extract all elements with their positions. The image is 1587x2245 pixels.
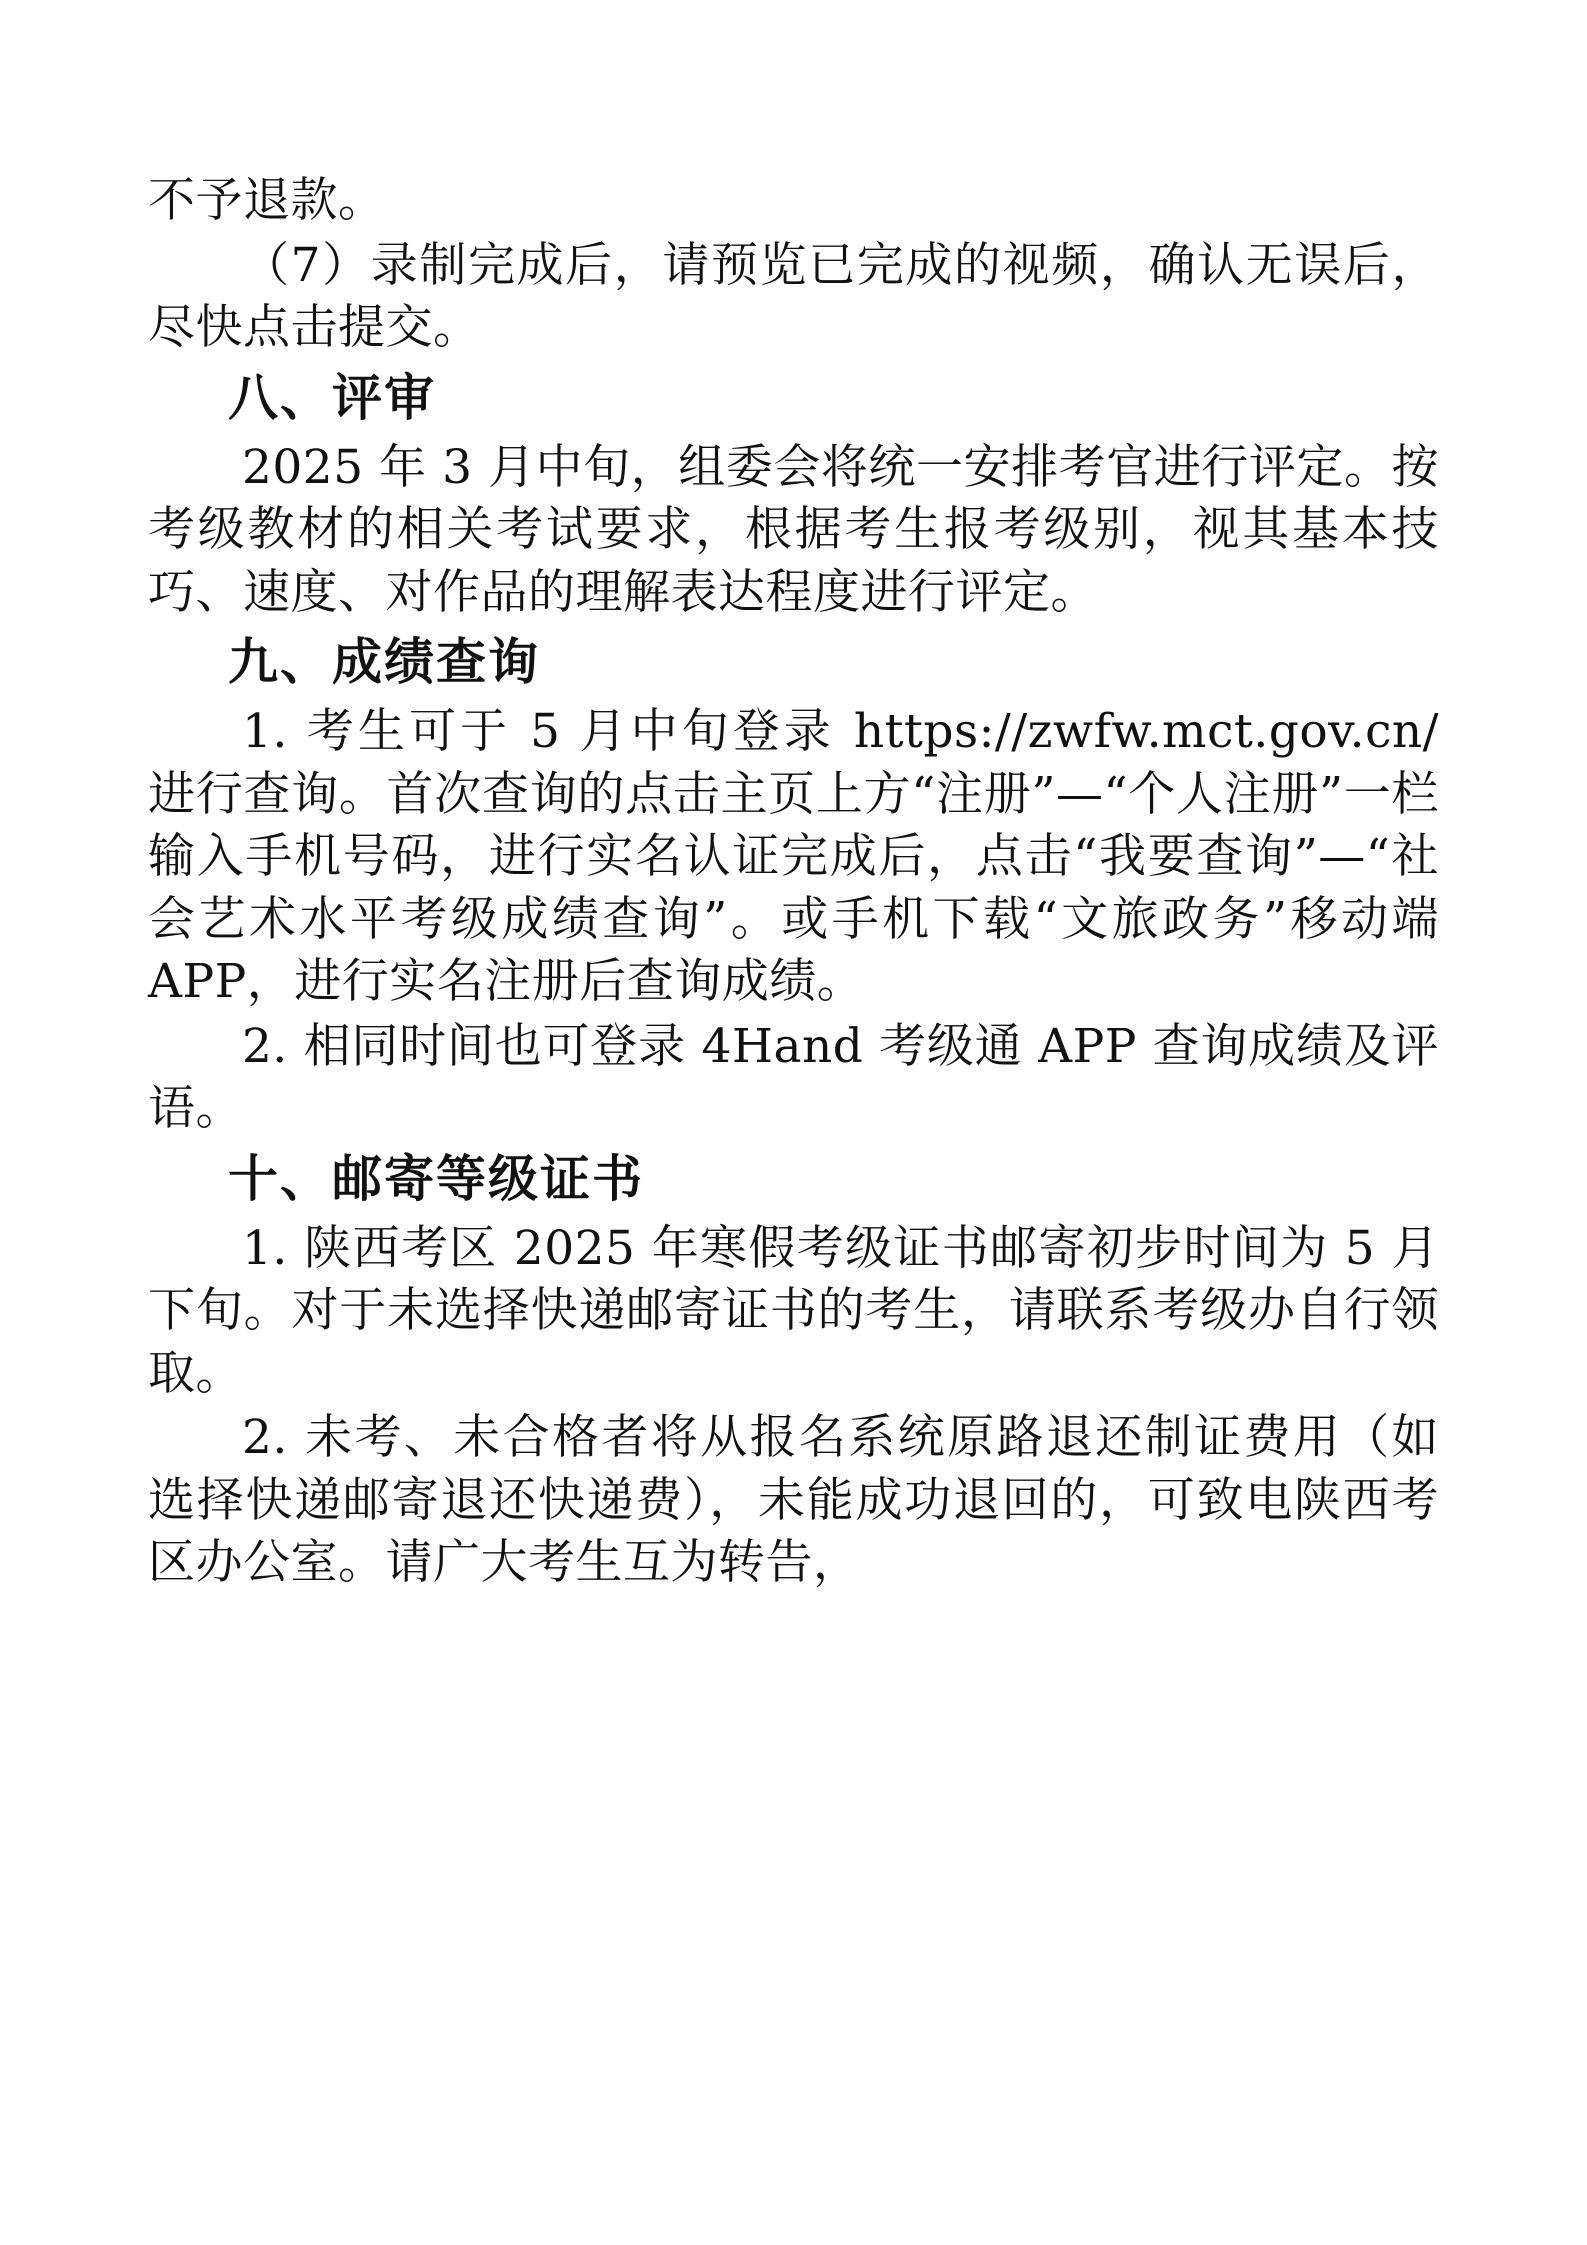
paragraph-mailing-item-2: 2. 未考、未合格者将从报名系统原路退还制证费用（如选择快递邮寄退还快递费），未能成功退回的，可致电陕西考区办公室。请广大考生互为转告， [148,1410,1439,1590]
document-body [148,170,1439,1595]
section-heading-eight-review: 八、评审 [228,368,436,427]
paragraph-refund-notice: 不予退款。 [148,173,386,228]
paragraph-score-query-item-2: 2. 相同时间也可登录 4Hand 考级通 APP 查询成绩及评语。 [148,1018,1439,1136]
section-heading-nine-score-query: 九、成绩查询 [228,633,540,691]
paragraph-score-query-item-1: 1. 考生可于 5 月中旬登录 https://zwfw.mct.gov.cn/ 进行查询。首次查询的点击主页上方“注册”—“个人注册”一栏输入手机号码，进行实名认证完成后，点击“我要查询”—“社会艺术水平考级成绩查询”。或手机下载“文旅政务”移动端 APP，进行实名注册后查询成绩。 [148,704,1439,1009]
paragraph-review-details: 2025 年 3 月中旬，组委会将统一安排考官进行评定。按考级教材的相关考试要求，根据考生报考级别，视其基本技巧、速度、对作品的理解表达程度进行评定。 [148,439,1439,620]
paragraph-mailing-item-1: 1. 陕西考区 2025 年寒假考级证书邮寄初步时间为 5 月下旬。对于未选择快递邮寄证书的考生，请联系考级办自行领取。 [148,1220,1439,1401]
paragraph-item-7-preview-submit: （7）录制完成后，请预览已完成的视频，确认无误后，尽快点击提交。 [148,237,1439,355]
section-heading-ten-certificate-mailing: 十、邮寄等级证书 [228,1149,644,1208]
